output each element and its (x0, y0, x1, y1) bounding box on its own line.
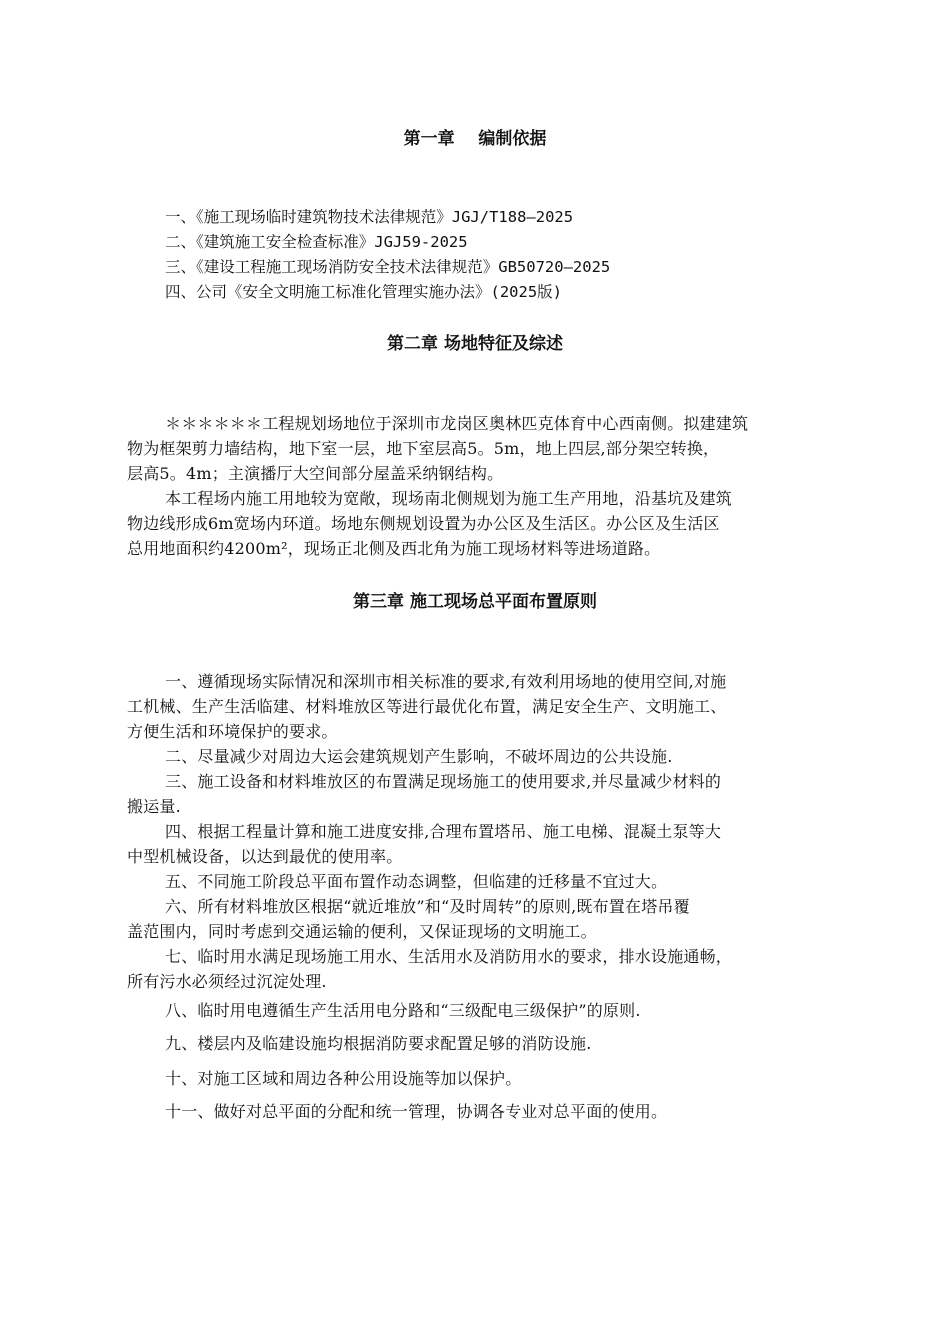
chapter3-line-6: 搬运量. (127, 797, 181, 816)
chapter3-line-2: 工机械、生产生活临建、材料堆放区等进行最优化布置，满足安全生产、文明施工、 (127, 697, 727, 716)
chapter1-item-1: 一、《施工现场临时建筑物技术法律规范》JGJ/T188—2025 (165, 208, 574, 226)
chapter3-line-10: 六、所有材料堆放区根据“就近堆放”和“及时周转”的原则,既布置在塔吊覆 (165, 897, 690, 916)
chapter2-line-1: ＊＊＊＊＊＊工程规划场地位于深圳市龙岗区奥林匹克体育中心西南侧。拟建建筑 (165, 414, 749, 433)
chapter2-line-4: 本工程场内施工用地较为宽敞，现场南北侧规划为施工生产用地，沿基坑及建筑 (165, 489, 733, 508)
chapter3-line-17: 十一、做好对总平面的分配和统一管理，协调各专业对总平面的使用。 (165, 1102, 668, 1121)
chapter3-line-11: 盖范围内，同时考虑到交通运输的便利，又保证现场的文明施工。 (127, 922, 597, 941)
chapter2-line-3: 层高5。4m；主演播厅大空间部分屋盖采纳钢结构。 (127, 464, 504, 483)
chapter3-line-15: 九、楼层内及临建设施均根据消防要求配置足够的消防设施. (165, 1034, 592, 1053)
chapter3-line-12: 七、临时用水满足现场施工用水、生活用水及消防用水的要求，排水设施通畅， (165, 947, 733, 966)
chapter3-line-7: 四、根据工程量计算和施工进度安排,合理布置塔吊、施工电梯、混凝土泵等大 (165, 822, 722, 841)
chapter3-title: 第三章 施工现场总平面布置原则 (353, 592, 597, 612)
chapter3-line-1: 一、遵循现场实际情况和深圳市相关标准的要求,有效利用场地的使用空间,对施 (165, 672, 727, 691)
chapter3-line-3: 方便生活和环境保护的要求。 (127, 722, 338, 741)
chapter3-line-13: 所有污水必须经过沉淀处理. (127, 972, 327, 991)
chapter2-title: 第二章 场地特征及综述 (387, 334, 563, 354)
chapter2-line-2: 物为框架剪力墙结构，地下室一层，地下室层高5。5m，地上四层,部分架空转换， (127, 439, 720, 458)
chapter1-item-4: 四、公司《安全文明施工标准化管理实施办法》(2025版) (165, 283, 562, 301)
chapter3-line-4: 二、尽量减少对周边大运会建筑规划产生影响，不破坏周边的公共设施. (165, 747, 673, 766)
chapter2-line-5: 物边线形成6m宽场内环道。场地东侧规划设置为办公区及生活区。办公区及生活区 (127, 514, 720, 533)
chapter3-line-14: 八、临时用电遵循生产生活用电分路和“三级配电三级保护”的原则. (165, 1001, 641, 1020)
chapter1-item-3: 三、《建设工程施工现场消防安全技术法律规范》GB50720—2025 (165, 258, 611, 276)
chapter3-line-9: 五、不同施工阶段总平面布置作动态调整，但临建的迁移量不宜过大。 (165, 872, 668, 891)
chapter3-line-16: 十、对施工区域和周边各种公用设施等加以保护。 (165, 1069, 522, 1088)
chapter3-line-5: 三、施工设备和材料堆放区的布置满足现场施工的使用要求,并尽量减少材料的 (165, 772, 722, 791)
chapter1-item-2: 二、《建筑施工安全检查标准》JGJ59-2025 (165, 233, 468, 251)
chapter2-line-6: 总用地面积约4200m²，现场正北侧及西北角为施工现场材料等进场道路。 (127, 539, 661, 558)
chapter3-line-8: 中型机械设备，以达到最优的使用率。 (127, 847, 403, 866)
chapter1-title: 第一章 编制依据 (403, 129, 547, 149)
